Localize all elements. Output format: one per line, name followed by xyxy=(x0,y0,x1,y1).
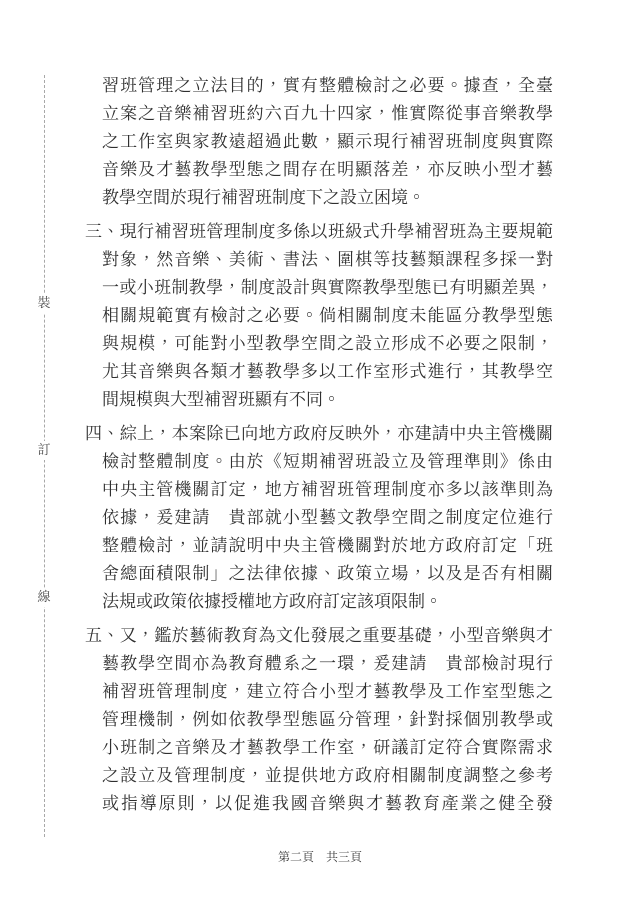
body-line: 立案之音樂補習班約六百九十四家，惟實際從事音樂教學 xyxy=(102,104,553,124)
body-line: 之工作室與家教遠超過此數，顯示現行補習班制度與實際 xyxy=(102,132,553,152)
binding-mark-char: 訂 xyxy=(37,443,51,458)
body-line: 尤其音樂與各類才藝教學多以工作室形式進行，其教學空 xyxy=(102,362,553,382)
body-line: 一或小班制教學，制度設計與實際教學型態已有明顯差異， xyxy=(102,278,553,298)
body-line: 習班管理之立法目的，實有整體檢討之必要。據查，全臺 xyxy=(102,76,553,96)
body-line: 小班制之音樂及才藝教學工作室，研議訂定符合實際需求 xyxy=(102,738,553,758)
body-line: 法規或政策依據授權地方政府訂定該項限制。 xyxy=(102,592,442,612)
numbered-item xyxy=(85,420,554,616)
body-line: 三、現行補習班管理制度多係以班級式升學補習班為主要規範 xyxy=(85,222,554,242)
body-line: 對象，然音樂、美術、書法、圍棋等技藝類課程多採一對 xyxy=(102,250,553,270)
binding-mark-char: 線 xyxy=(37,590,51,605)
body-line: 四、綜上，本案除已向地方政府反映外，亦建請中央主管機關 xyxy=(85,424,554,444)
binding-marks xyxy=(0,0,90,905)
body-line: 相關規範實有檢討之必要。倘相關制度未能區分教學型態 xyxy=(102,306,553,326)
page-number-footer: 第二頁 共三頁 xyxy=(277,850,362,864)
paragraph-continuation xyxy=(102,72,553,212)
body-line: 藝教學空間亦為教育體系之一環，爰建請 貴部檢討現行 xyxy=(102,654,553,674)
body-line: 與規模，可能對小型教學空間之設立形成不必要之限制， xyxy=(102,334,553,354)
item-number-label: 五、 xyxy=(85,626,120,646)
body-line: 檢討整體制度。由於《短期補習班設立及管理準則》係由 xyxy=(102,452,553,472)
body-line: 或指導原則，以促進我國音樂與才藝教育產業之健全發 xyxy=(102,794,553,814)
body-line: 補習班管理制度，建立符合小型才藝教學及工作室型態之 xyxy=(102,682,553,702)
body-line: 教學空間於現行補習班制度下之設立困境。 xyxy=(102,188,425,208)
numbered-item xyxy=(85,218,554,414)
body-line: 舍總面積限制」之法律依據、政策立場，以及是否有相關 xyxy=(102,564,553,584)
body-line: 間規模與大型補習班顯有不同。 xyxy=(102,390,340,410)
body-line: 五、又，鑑於藝術教育為文化發展之重要基礎，小型音樂與才 xyxy=(85,626,554,646)
item-number-label: 四、 xyxy=(85,424,120,444)
body-line: 整體檢討，並請說明中央主管機關對於地方政府訂定「班 xyxy=(102,536,553,556)
binding-mark-char: 裝 xyxy=(37,296,51,311)
body-line: 音樂及才藝教學型態之間存在明顯落差，亦反映小型才藝 xyxy=(102,160,553,180)
body-line: 依據，爰建請 貴部就小型藝文教學空間之制度定位進行 xyxy=(102,508,553,528)
body-line: 之設立及管理制度，並提供地方政府相關制度調整之參考 xyxy=(102,766,553,786)
numbered-item xyxy=(85,622,554,818)
body-line: 管理機制，例如依教學型態區分管理，針對採個別教學或 xyxy=(102,710,553,730)
document-body xyxy=(85,72,554,818)
item-number-label: 三、 xyxy=(85,222,120,242)
body-line: 中央主管機關訂定，地方補習班管理制度亦多以該準則為 xyxy=(102,480,553,500)
